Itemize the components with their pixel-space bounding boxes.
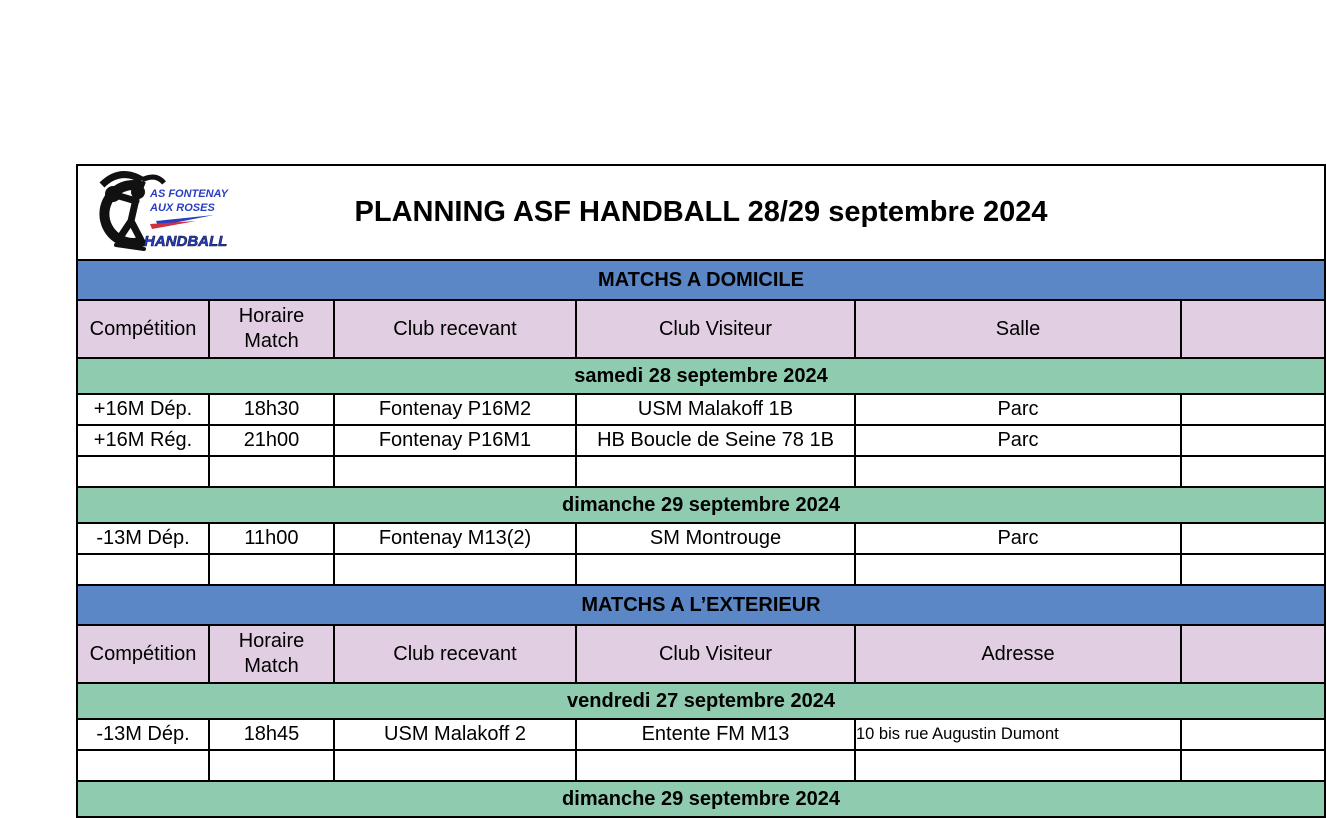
match-cell: 18h30 [209, 394, 334, 425]
match-cell: 10 bis rue Augustin Dumont [855, 719, 1181, 750]
match-cell: HB Boucle de Seine 78 1B [576, 425, 855, 456]
planning-table-body [77, 165, 1325, 817]
match-row [77, 750, 1325, 781]
match-row [77, 425, 1325, 456]
club-logo [86, 171, 246, 255]
match-cell-extra [1181, 719, 1325, 750]
match-cell [77, 456, 209, 487]
match-cell: Parc [855, 523, 1181, 554]
match-cell: 18h45 [209, 719, 334, 750]
column-header-away-1: Horaire Match [209, 625, 334, 683]
planning-table [76, 164, 1326, 818]
match-cell: Fontenay P16M2 [334, 394, 576, 425]
match-cell-extra [1181, 554, 1325, 585]
match-cell: -13M Dép. [77, 523, 209, 554]
logo-swoosh-icon [150, 215, 214, 229]
date-band-row [77, 358, 1325, 394]
section-title-home: MATCHS A DOMICILE [77, 260, 1325, 300]
section-band-home [77, 260, 1325, 300]
logo-text-line3: HANDBALL [144, 233, 228, 250]
match-row [77, 456, 1325, 487]
column-header-row-away [77, 625, 1325, 683]
match-cell: USM Malakoff 2 [334, 719, 576, 750]
column-header-home-0: Compétition [77, 300, 209, 358]
column-header-home-1: Horaire Match [209, 300, 334, 358]
match-cell-extra [1181, 750, 1325, 781]
date-band-row [77, 683, 1325, 719]
match-cell [77, 750, 209, 781]
match-cell [209, 554, 334, 585]
match-cell [209, 456, 334, 487]
date-band-away-1: dimanche 29 septembre 2024 [77, 781, 1325, 817]
match-cell [576, 456, 855, 487]
title-cell [77, 165, 1325, 260]
match-cell: 21h00 [209, 425, 334, 456]
match-cell [209, 750, 334, 781]
logo-text-line2: AUX ROSES [150, 202, 215, 214]
match-row [77, 394, 1325, 425]
section-band-away [77, 585, 1325, 625]
date-band-home-0: samedi 28 septembre 2024 [77, 358, 1325, 394]
match-cell [855, 456, 1181, 487]
match-cell [576, 750, 855, 781]
title-row [77, 165, 1325, 260]
column-header-away-3: Club Visiteur [576, 625, 855, 683]
match-cell: USM Malakoff 1B [576, 394, 855, 425]
match-cell: +16M Dép. [77, 394, 209, 425]
logo-text-line1: AS FONTENAY [150, 188, 229, 200]
match-cell-extra [1181, 394, 1325, 425]
date-band-away-0: vendredi 27 septembre 2024 [77, 683, 1325, 719]
match-cell [77, 554, 209, 585]
match-cell: Parc [855, 394, 1181, 425]
column-header-row-home [77, 300, 1325, 358]
column-header-home-2: Club recevant [334, 300, 576, 358]
column-header-away-0: Compétition [77, 625, 209, 683]
date-band-row [77, 487, 1325, 523]
column-header-home-extra [1181, 300, 1325, 358]
column-header-home-4: Salle [855, 300, 1181, 358]
match-cell [855, 554, 1181, 585]
match-cell: +16M Rég. [77, 425, 209, 456]
section-title-away: MATCHS A L’EXTERIEUR [77, 585, 1325, 625]
page-title: PLANNING ASF HANDBALL 28/29 septembre 2024 [354, 196, 1048, 228]
match-cell-extra [1181, 425, 1325, 456]
column-header-home-3: Club Visiteur [576, 300, 855, 358]
column-header-away-2: Club recevant [334, 625, 576, 683]
match-cell: Fontenay P16M1 [334, 425, 576, 456]
date-band-row [77, 781, 1325, 817]
match-cell: 11h00 [209, 523, 334, 554]
match-cell [855, 750, 1181, 781]
match-cell: -13M Dép. [77, 719, 209, 750]
match-cell [334, 456, 576, 487]
match-cell [334, 750, 576, 781]
match-cell: SM Montrouge [576, 523, 855, 554]
column-header-away-4: Adresse [855, 625, 1181, 683]
match-cell: Fontenay M13(2) [334, 523, 576, 554]
match-cell [334, 554, 576, 585]
match-cell-extra [1181, 523, 1325, 554]
match-row [77, 554, 1325, 585]
date-band-home-1: dimanche 29 septembre 2024 [77, 487, 1325, 523]
match-cell: Entente FM M13 [576, 719, 855, 750]
match-row [77, 523, 1325, 554]
match-cell: Parc [855, 425, 1181, 456]
match-cell-extra [1181, 456, 1325, 487]
column-header-away-extra [1181, 625, 1325, 683]
match-cell [576, 554, 855, 585]
match-row [77, 719, 1325, 750]
